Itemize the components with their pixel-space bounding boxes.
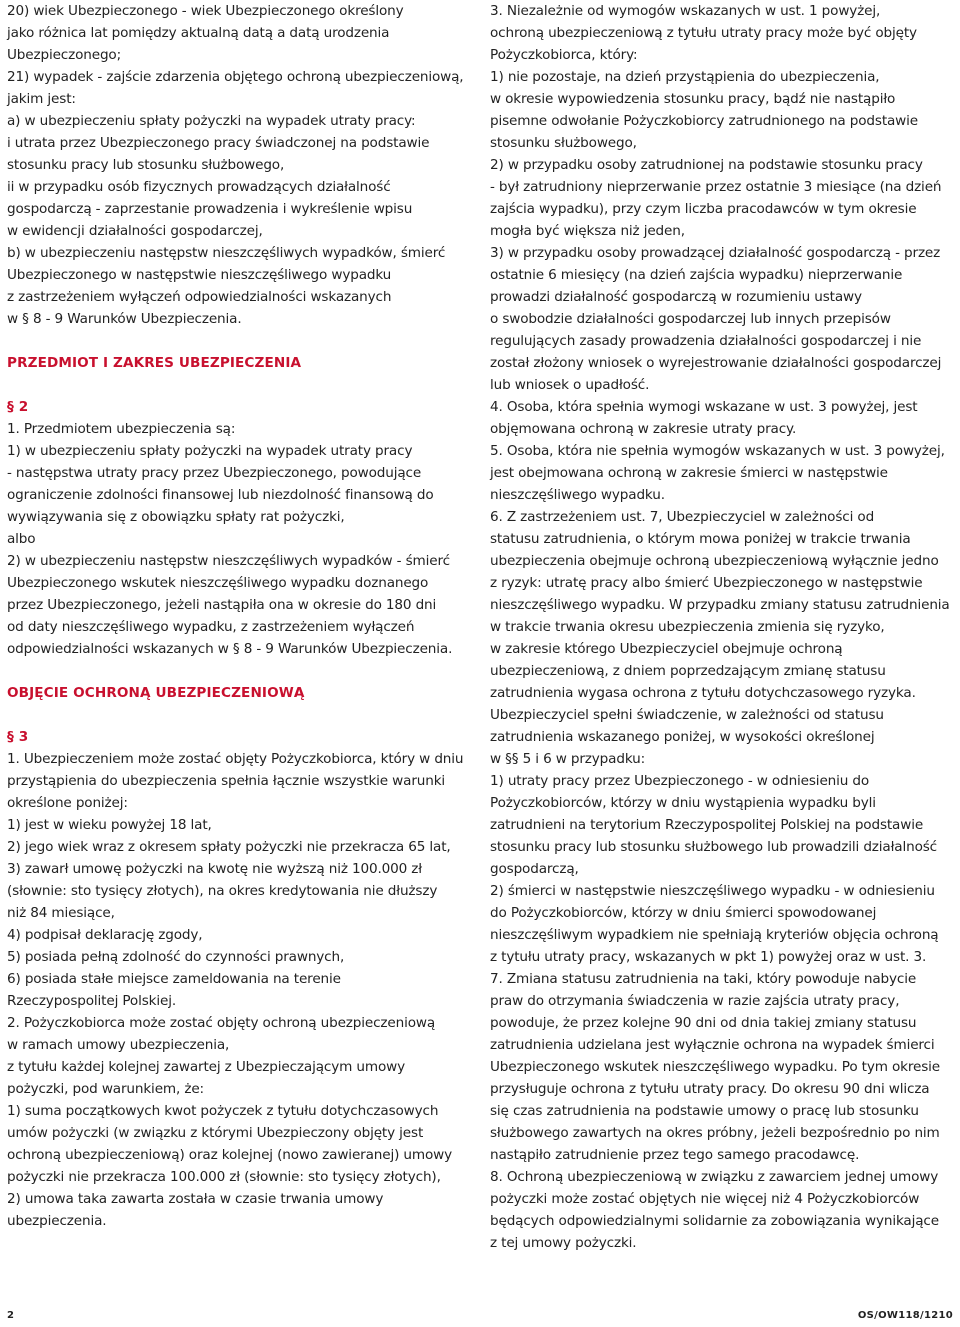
text-line: zatrudnienia wskazanego poniżej, w wysokości określonej bbox=[490, 729, 875, 745]
text-line: 3. Niezależnie od wymogów wskazanych w ust. 1 powyżej, bbox=[490, 3, 881, 19]
text-line: pożyczki może zostać objętych nie więcej niż 4 Pożyczkobiorców bbox=[490, 1191, 920, 1207]
text-line: przez Ubezpieczonego, jeżeli nastąpiła ona w okresie do 180 dni bbox=[7, 597, 437, 613]
text-line: 21) wypadek - zajście zdarzenia objętego ochroną ubezpieczeniową, bbox=[7, 69, 464, 85]
text-line: z zastrzeżeniem wyłączeń odpowiedzialności wskazanych bbox=[7, 289, 392, 305]
text-line: Ubezpieczonego w następstwie nieszczęśliwego wypadku bbox=[7, 267, 392, 283]
text-line: 5) posiada pełną zdolność do czynności prawnych, bbox=[7, 949, 345, 965]
text-line: regulujących zasady prowadzenia działalności gospodarczej i nie bbox=[490, 333, 922, 349]
text-line: - był zatrudniony nieprzerwanie przez ostatnie 3 miesiące (na dzień bbox=[490, 179, 942, 195]
text-line: ograniczenie zdolności finansowej lub niezdolność finansową do bbox=[7, 487, 434, 503]
text-line: 5. Osoba, która nie spełnia wymogów wskazanych w ust. 3 powyżej, bbox=[490, 443, 945, 459]
text-line: jako różnica lat pomiędzy aktualną datą a datą urodzenia bbox=[7, 25, 390, 41]
text-line: wywiązywania się z obowiązku spłaty rat pożyczki, bbox=[7, 509, 345, 525]
text-line: prowadzi działalność gospodarczą w rozumieniu ustawy bbox=[490, 289, 862, 305]
text-line: jest obejmowana ochroną w zakresie śmierci w następstwie bbox=[490, 465, 888, 481]
left-column bbox=[7, 0, 477, 1232]
text-line: ubezpieczeniową, z dniem poprzedzającym zmianę statusu bbox=[490, 663, 886, 679]
text-line: Pożyczkobiorca, który: bbox=[490, 47, 638, 63]
text-line: 2) śmierci w następstwie nieszczęśliwego wypadku - w odniesieniu bbox=[490, 883, 935, 899]
text-line: zatrudnieni na terytorium Rzeczypospolitej Polskiej na podstawie bbox=[490, 817, 924, 833]
text-line: 6) posiada stałe miejsce zameldowania na terenie bbox=[7, 971, 341, 987]
text-line: w §§ 5 i 6 w przypadku: bbox=[490, 751, 646, 767]
text-line: w okresie wypowiedzenia stosunku pracy, bądź nie nastąpiło bbox=[490, 91, 896, 107]
text-line: ochroną ubezpieczeniową) oraz kolejnej (nowo zawieranej) umowy bbox=[7, 1147, 452, 1163]
text-line: 1. Ubezpieczeniem może zostać objęty Pożyczkobiorca, który w dniu bbox=[7, 751, 464, 767]
text-line: stosunku służbowego, bbox=[490, 135, 637, 151]
text-line: ochroną ubezpieczeniową z tytułu utraty pracy może być objęty bbox=[490, 25, 917, 41]
text-line: b) w ubezpieczeniu następstw nieszczęśliwych wypadków, śmierć bbox=[7, 245, 446, 261]
text-line: mogła być większa niż jeden, bbox=[490, 223, 685, 239]
text-line: z ryzyk: utratę pracy albo śmierć Ubezpieczonego w następstwie bbox=[490, 575, 923, 591]
text-line: odpowiedzialności wskazanych w § 8 - 9 Warunków Ubezpieczenia. bbox=[7, 641, 453, 657]
text-line: albo bbox=[7, 531, 36, 547]
text-line: w ramach umowy ubezpieczenia, bbox=[7, 1037, 230, 1053]
text-line: lub wniosek o upadłość. bbox=[490, 377, 650, 393]
text-line: 2) jego wiek wraz z okresem spłaty pożyczki nie przekracza 65 lat, bbox=[7, 839, 451, 855]
text-line: służbowego zawartych na okres próbny, jeżeli bezpośrednio po nim bbox=[490, 1125, 940, 1141]
text-line: niż 84 miesiące, bbox=[7, 905, 115, 921]
text-line: zatrudnienia udzielana jest wyłącznie ochrona na wypadek śmierci bbox=[490, 1037, 935, 1053]
text-line: gospodarczą - zaprzestanie prowadzenia i wykreślenie wpisu bbox=[7, 201, 413, 217]
text-line: 1) jest w wieku powyżej 18 lat, bbox=[7, 817, 212, 833]
text-line: zatrudnienia wygasa ochrona z tytułu dotychczasowego ryzyka. bbox=[490, 685, 916, 701]
text-line: 1) nie pozostaje, na dzień przystąpienia do ubezpieczenia, bbox=[490, 69, 880, 85]
text-line: powoduje, że przez kolejne 90 dni od dnia takiej zmiany statusu bbox=[490, 1015, 917, 1031]
text-line: 20) wiek Ubezpieczonego - wiek Ubezpieczonego określony bbox=[7, 3, 404, 19]
text-line: do Pożyczkobiorców, którzy w dniu śmierci spowodowanej bbox=[490, 905, 877, 921]
paragraph-number-2: § 2 bbox=[7, 399, 29, 415]
text-line: nieszczęśliwego wypadku. W przypadku zmiany statusu zatrudnienia bbox=[490, 597, 950, 613]
text-line: statusu zatrudnienia, o którym mowa poniżej w trakcie trwania bbox=[490, 531, 911, 547]
text-line: 1) w ubezpieczeniu spłaty pożyczki na wypadek utraty pracy bbox=[7, 443, 413, 459]
text-line: nieszczęśliwym wypadkiem nie spełniają kryteriów objęcia ochroną bbox=[490, 927, 939, 943]
text-line: Rzeczypospolitej Polskiej. bbox=[7, 993, 177, 1009]
text-line: się czas zatrudnienia na podstawie umowy o pracę lub stosunku bbox=[490, 1103, 919, 1119]
text-line: 2. Pożyczkobiorca może zostać objęty ochroną ubezpieczeniową bbox=[7, 1015, 436, 1031]
section-heading-subject: PRZEDMIOT I ZAKRES UBEZPIECZENIA bbox=[7, 355, 302, 371]
text-line: - następstwa utraty pracy przez Ubezpieczonego, powodujące bbox=[7, 465, 422, 481]
text-line: został złożony wniosek o wyrejestrowanie działalności gospodarczej bbox=[490, 355, 942, 371]
text-line: stosunku pracy lub stosunku służbowego lub prowadzili działalność bbox=[490, 839, 938, 855]
text-line: objęmowana ochroną w zakresie utraty pracy. bbox=[490, 421, 797, 437]
text-line: (słownie: sto tysięcy złotych), na okres kredytowania nie dłuższy bbox=[7, 883, 438, 899]
text-line: 6. Z zastrzeżeniem ust. 7, Ubezpieczyciel w zależności od bbox=[490, 509, 875, 525]
text-line: od daty nieszczęśliwego wypadku, z zastrzeżeniem wyłączeń bbox=[7, 619, 415, 635]
text-line: gospodarczą, bbox=[490, 861, 579, 877]
text-line: będących odpowiedzialnymi solidarnie za zobowiązania wynikające bbox=[490, 1213, 939, 1229]
page-number: 2 bbox=[7, 1310, 14, 1321]
text-line: 1) utraty pracy przez Ubezpieczonego - w odniesieniu do bbox=[490, 773, 870, 789]
text-line: ostatnie 6 miesięcy (na dzień zajścia wypadku) nieprzerwanie bbox=[490, 267, 903, 283]
text-line: Ubezpieczonego wskutek nieszczęśliwego wypadku. Po tym okresie bbox=[490, 1059, 941, 1075]
text-line: pożyczki, pod warunkiem, że: bbox=[7, 1081, 204, 1097]
text-line: 3) zawarł umowę pożyczki na kwotę nie wyższą niż 100.000 zł bbox=[7, 861, 423, 877]
section-subject-body bbox=[7, 418, 477, 660]
section-coverage-body bbox=[7, 748, 477, 1232]
section-heading-coverage: OBJĘCIE OCHRONĄ UBEZPIECZENIOWĄ bbox=[7, 685, 305, 701]
right-column-body bbox=[490, 0, 956, 1254]
text-line: a) w ubezpieczeniu spłaty pożyczki na wypadek utraty pracy: bbox=[7, 113, 416, 129]
text-line: 4. Osoba, która spełnia wymogi wskazane w ust. 3 powyżej, jest bbox=[490, 399, 918, 415]
intro-definitions bbox=[7, 0, 477, 330]
text-line: 2) umowa taka zawarta została w czasie trwania umowy bbox=[7, 1191, 384, 1207]
text-line: w zakresie którego Ubezpieczyciel obejmuje ochroną bbox=[490, 641, 843, 657]
text-line: zajścia wypadku), przy czym liczba pracodawców w tym okresie bbox=[490, 201, 917, 217]
text-line: 1) suma początkowych kwot pożyczek z tytułu dotychczasowych bbox=[7, 1103, 439, 1119]
text-line: w ewidencji działalności gospodarczej, bbox=[7, 223, 263, 239]
text-line: stosunku pracy lub stosunku służbowego, bbox=[7, 157, 285, 173]
text-line: Ubezpieczonego; bbox=[7, 47, 122, 63]
document-code: OS/OW118/1210 bbox=[857, 1310, 953, 1321]
text-line: ubezpieczenia obejmuje ochroną ubezpieczeniową wyłącznie jedno bbox=[490, 553, 939, 569]
text-line: z tytułu każdej kolejnej zawartej z Ubezpieczającym umowy bbox=[7, 1059, 405, 1075]
text-line: 2) w ubezpieczeniu następstw nieszczęśliwych wypadków - śmierć bbox=[7, 553, 450, 569]
paragraph-number-3: § 3 bbox=[7, 729, 29, 745]
text-line: praw do otrzymania świadczenia w razie zajścia utraty pracy, bbox=[490, 993, 900, 1009]
text-line: nastąpiło zatrudnienie przez tego samego pracodawcę. bbox=[490, 1147, 860, 1163]
text-line: 7. Zmiana statusu zatrudnienia na taki, który powoduje nabycie bbox=[490, 971, 917, 987]
text-line: w § 8 - 9 Warunków Ubezpieczenia. bbox=[7, 311, 242, 327]
text-line: 4) podpisał deklarację zgody, bbox=[7, 927, 203, 943]
text-line: Pożyczkobiorców, którzy w dniu wystąpienia wypadku byli bbox=[490, 795, 876, 811]
text-line: 1. Przedmiotem ubezpieczenia są: bbox=[7, 421, 236, 437]
text-line: i utrata przez Ubezpieczonego pracy świadczonej na podstawie bbox=[7, 135, 430, 151]
text-line: 8. Ochroną ubezpieczeniową w związku z zawarciem jednej umowy bbox=[490, 1169, 939, 1185]
text-line: Ubezpieczyciel spełni świadczenie, w zależności od statusu bbox=[490, 707, 884, 723]
text-line: pisemne odwołanie Pożyczkobiorcy zatrudnionego na podstawie bbox=[490, 113, 918, 129]
text-line: 2) w przypadku osoby zatrudnionej na podstawie stosunku pracy bbox=[490, 157, 923, 173]
text-line: z tytułu utraty pracy, wskazanych w pkt 1) powyżej oraz w ust. 3. bbox=[490, 949, 927, 965]
text-line: ii w przypadku osób fizycznych prowadzących działalność bbox=[7, 179, 391, 195]
text-line: przysługuje ochrona z tytułu utraty pracy. Do okresu 90 dni wlicza bbox=[490, 1081, 930, 1097]
text-line: o swobodzie działalności gospodarczej lub innych przepisów bbox=[490, 311, 891, 327]
text-line: pożyczki nie przekracza 100.000 zł (słownie: sto tysięcy złotych), bbox=[7, 1169, 441, 1185]
text-line: umów pożyczki (w związku z którymi Ubezpieczony objęty jest bbox=[7, 1125, 424, 1141]
text-line: ubezpieczenia. bbox=[7, 1213, 107, 1229]
text-line: przystąpienia do ubezpieczenia spełnia łącznie wszystkie warunki bbox=[7, 773, 446, 789]
right-column bbox=[490, 0, 956, 1254]
text-line: w trakcie trwania okresu ubezpieczenia zmienia się ryzyko, bbox=[490, 619, 885, 635]
text-line: 3) w przypadku osoby prowadzącej działalność gospodarczą - przez bbox=[490, 245, 941, 261]
text-line: określone poniżej: bbox=[7, 795, 128, 811]
text-line: Ubezpieczonego wskutek nieszczęśliwego wypadku doznanego bbox=[7, 575, 429, 591]
text-line: nieszczęśliwego wypadku. bbox=[490, 487, 665, 503]
text-line: jakim jest: bbox=[7, 91, 76, 107]
text-line: z tej umowy pożyczki. bbox=[490, 1235, 637, 1251]
